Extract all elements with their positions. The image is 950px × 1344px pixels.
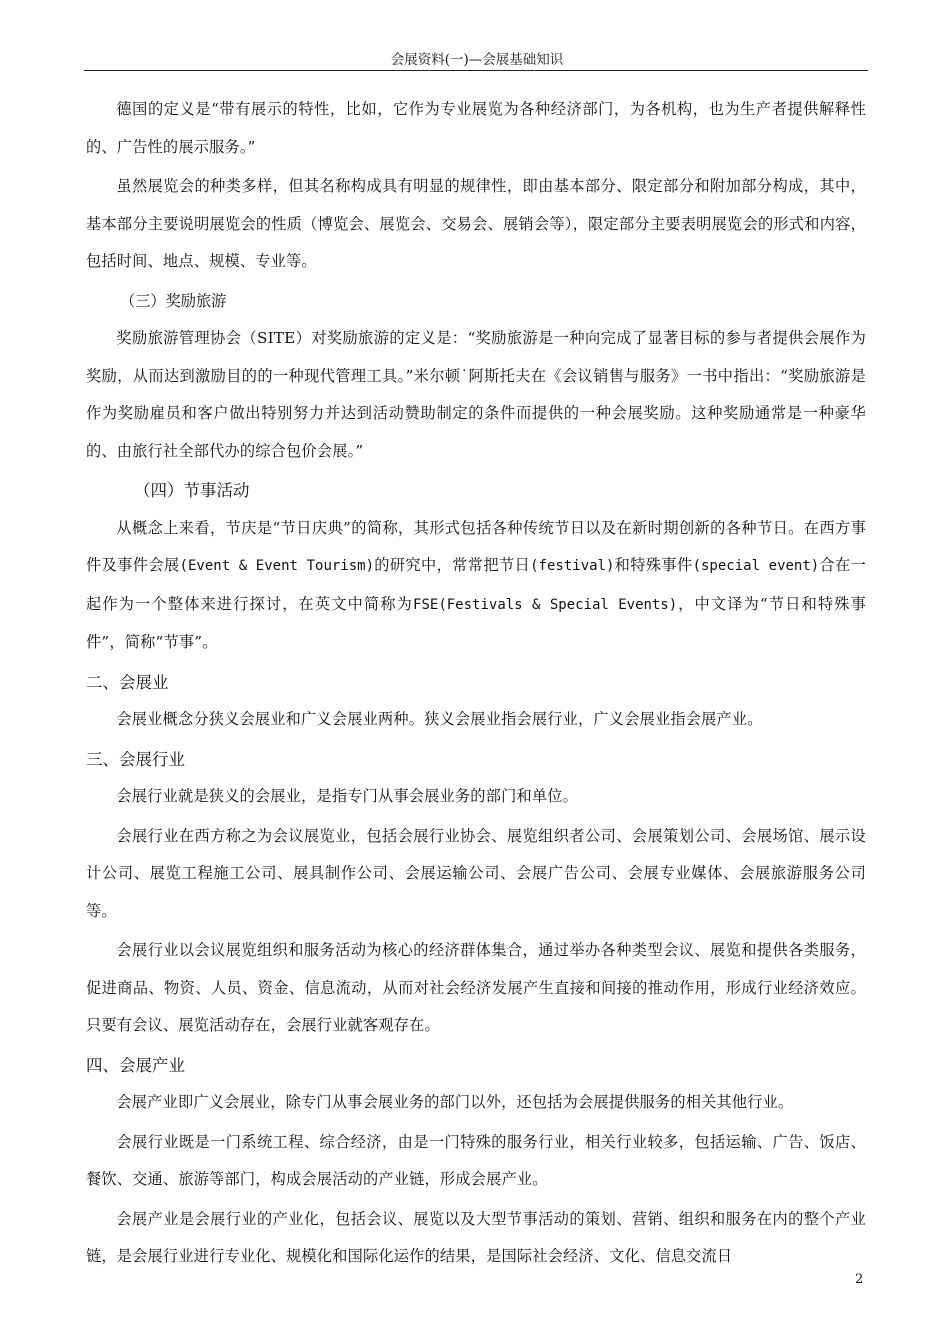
- paragraph-industry-concept: 会展业概念分狭义会展业和广义会展业两种。狭义会展业指会展行业，广义会展业指会展产业。: [116, 710, 763, 728]
- heading-exhibition-industry: 二、会展业: [86, 672, 169, 692]
- text-run-english: (festival): [530, 558, 615, 574]
- page-number: 2: [855, 1272, 864, 1287]
- text-run-english: FSE(Festivals & Special Events): [413, 596, 678, 613]
- paragraph-incentive-travel: 奖励旅游管理协会（SITE）对奖励旅游的定义是：“奖励旅游是一种向完成了显著目标的参与者提供会展作为奖励，从而达到激励目的的一种现代管理工具。”米尔顿˙阿斯托夫在《会议销售与服务》一书中指出：“奖励旅游是作为奖励雇员和客户做出特别努力并达到活动赞助制定的条件而提供的一种会展奖励。这种奖励通常是一种豪华的、由旅行社全部代办的综合包价会展。”: [86, 329, 866, 460]
- text-run-english: (special event): [692, 558, 820, 574]
- text-run: 和特殊事件: [614, 556, 693, 574]
- paragraph-trade-western: 会展行业在西方称之为会议展览业，包括会展行业协会、展览组织者公司、会展策划公司、会展场馆、展示设计公司、展览工程施工公司、展具制作公司、会展运输公司、会展广告公司、会展专业媒体、会展旅游服务公司等。: [86, 826, 866, 920]
- running-header: 会展资料(一)—会展基础知识: [390, 52, 564, 68]
- header-rule: [84, 70, 868, 71]
- subheading-festival-events: （四）节事活动: [134, 481, 250, 500]
- paragraph-festival-events: [86, 510, 866, 662]
- paragraph-exhibition-naming: 虽然展览会的种类多样，但其名称构成具有明显的规律性，即由基本部分、限定部分和附加部分构成，其中，基本部分主要说明展览会的性质（博览会、展览会、交易会、展销会等），限定部分主要表明展览会的形式和内容，包括时间、地点、规模、专业等。: [86, 177, 866, 270]
- paragraph-sector-definition: 会展产业即广义会展业，除专门从事会展业务的部门以外，还包括为会展提供服务的相关其他行业。: [116, 1093, 794, 1111]
- subheading-incentive-travel: （三）奖励旅游: [120, 291, 227, 310]
- paragraph-german-definition: 德国的定义是“带有展示的特性，比如，它作为专业展览为各种经济部门，为各机构，也为生产者提供解释性的、广告性的展示服务。”: [86, 100, 866, 156]
- text-run: 从概念上来看，节庆是“节日庆典”的简称，其形式包括各种传统节日以及在新时期创新的各种节日。在西方事件及事件会展: [86, 518, 866, 574]
- paragraph-sector-industrialization: 会展产业是会展行业的产业化，包括会议、展览以及大型节事活动的策划、营销、组织和服务在内的整个产业链，是会展行业进行专业化、规模化和国际化运作的结果，是国际社会经济、文化、信息交流日: [86, 1209, 866, 1265]
- text-run: ，中文译为“节日和特殊事件”，简称“节事”。: [86, 594, 867, 651]
- text-run: 的研究中，常常把节日: [374, 556, 531, 574]
- heading-exhibition-sector: 四、会展产业: [86, 1055, 185, 1075]
- paragraph-sector-chain: 会展行业既是一门系统工程、综合经济，由是一门特殊的服务行业，相关行业较多，包括运输、广告、饭店、餐饮、交通、旅游等部门，构成会展活动的产业链，形成会展产业。: [86, 1132, 866, 1188]
- text-run: 合在一起作为一个整体来进行探讨，在英文中简称为: [86, 556, 866, 613]
- text-run-english: (Event & Event Tourism): [179, 558, 375, 574]
- document-body: [86, 91, 866, 1278]
- paragraph-trade-definition: 会展行业就是狭义的会展业，是指专门从事会展业务的部门和单位。: [116, 787, 579, 805]
- heading-exhibition-trade: 三、会展行业: [86, 749, 185, 769]
- paragraph-trade-economy: 会展行业以会议展览组织和服务活动为核心的经济群体集合，通过举办各种类型会议、展览和提供各类服务，促进商品、物资、人员、资金、信息流动，从而对社会经济发展产生直接和间接的推动作用，形成行业经济效应。只要有会议、展览活动存在，会展行业就客观存在。: [86, 941, 866, 1034]
